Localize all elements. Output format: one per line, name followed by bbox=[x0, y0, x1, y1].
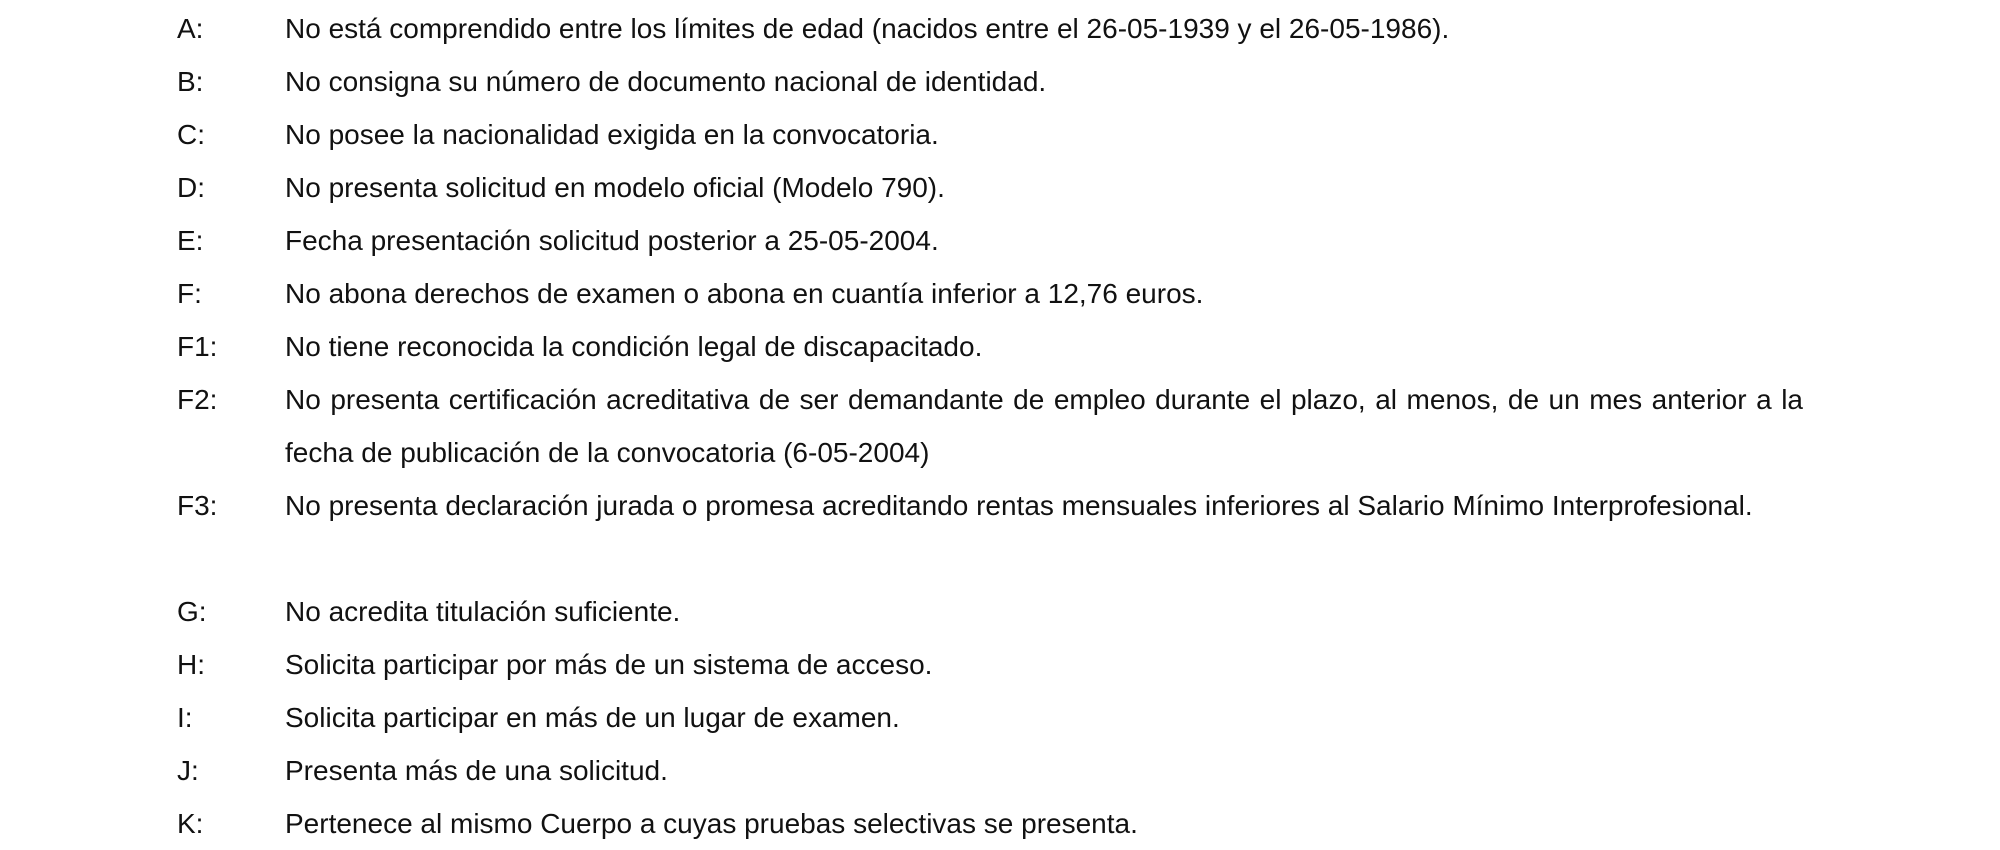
cause-code: B: bbox=[177, 66, 204, 97]
cause-code: A: bbox=[177, 13, 204, 44]
cause-code: H: bbox=[177, 649, 205, 680]
cause-description: No está comprendido entre los límites de edad (nacidos entre el 26-05-1939 y el 26-05-1986). bbox=[285, 13, 1450, 44]
cause-description: No presenta certificación acreditativa de ser demandante de empleo durante el plazo, al menos, de un mes anterior a la fecha de publicación de la convocatoria (6-05-2004) bbox=[285, 384, 1803, 468]
cause-code: J: bbox=[177, 755, 199, 786]
cause-code: K: bbox=[177, 808, 204, 839]
cause-code: F3: bbox=[177, 490, 218, 521]
cause-description: No posee la nacionalidad exigida en la convocatoria. bbox=[285, 119, 939, 150]
cause-description: Solicita participar en más de un lugar de examen. bbox=[285, 702, 900, 733]
cause-description: Fecha presentación solicitud posterior a 25-05-2004. bbox=[285, 225, 939, 256]
cause-description: No presenta solicitud en modelo oficial (Modelo 790). bbox=[285, 172, 945, 203]
cause-description: No acredita titulación suficiente. bbox=[285, 596, 681, 627]
cause-description: Presenta más de una solicitud. bbox=[285, 755, 668, 786]
cause-code: C: bbox=[177, 119, 205, 150]
cause-code: E: bbox=[177, 225, 204, 256]
cause-code: I: bbox=[177, 702, 193, 733]
cause-description: No presenta declaración jurada o promesa acreditando rentas mensuales inferiores al Salario Mínimo Interprofesional. bbox=[285, 490, 1753, 521]
cause-code: G: bbox=[177, 596, 207, 627]
cause-description: No abona derechos de examen o abona en cuantía inferior a 12,76 euros. bbox=[285, 278, 1204, 309]
cause-description: Solicita participar por más de un sistema de acceso. bbox=[285, 649, 933, 680]
cause-description: Pertenece al mismo Cuerpo a cuyas pruebas selectivas se presenta. bbox=[285, 808, 1138, 839]
cause-code: F1: bbox=[177, 331, 218, 362]
cause-code: F: bbox=[177, 278, 202, 309]
cause-description: No consigna su número de documento nacional de identidad. bbox=[285, 66, 1047, 97]
cause-description: No tiene reconocida la condición legal de discapacitado. bbox=[285, 331, 983, 362]
cause-code: F2: bbox=[177, 384, 218, 415]
cause-code: D: bbox=[177, 172, 205, 203]
